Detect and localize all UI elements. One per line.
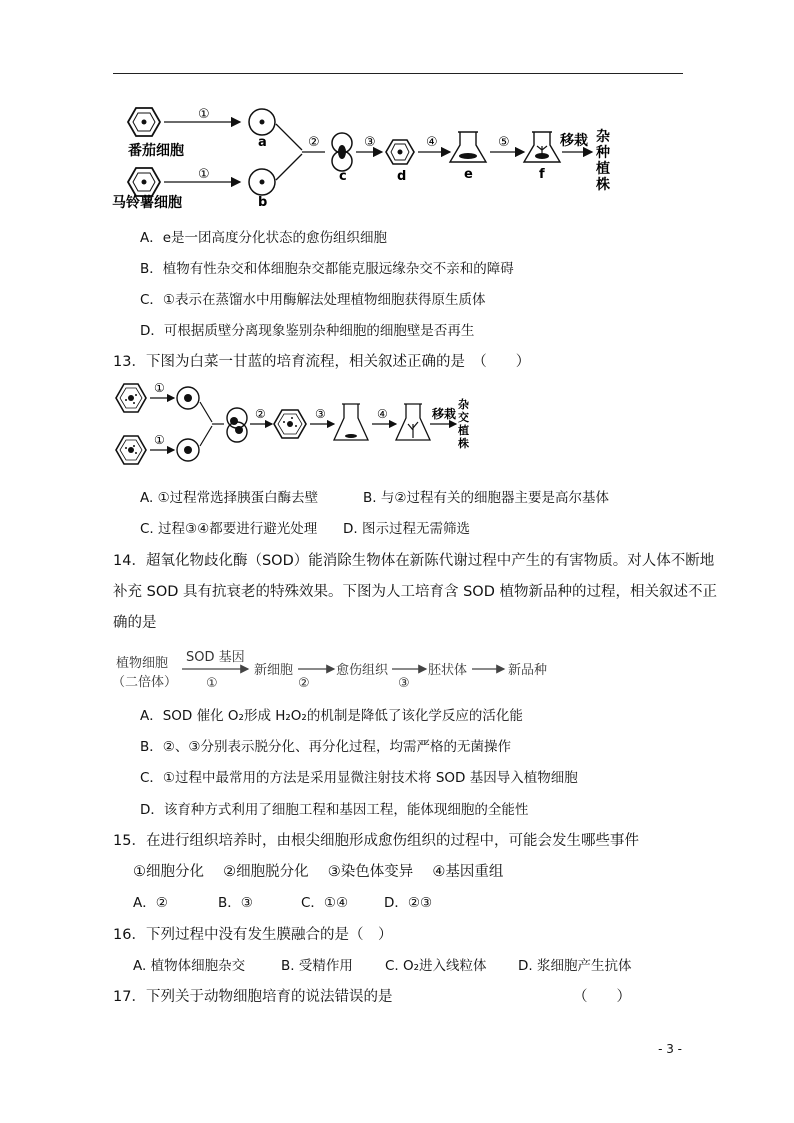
fusing-cell-c-icon — [332, 133, 352, 171]
q12-option-d: D．可根据质壁分离现象鉴别杂种细胞的细胞壁是否再生 — [140, 323, 475, 339]
potato-cell-icon — [128, 168, 160, 196]
q15-option-c: C．①④ — [301, 895, 349, 911]
step2-label: ② — [308, 135, 320, 150]
step1b-label: ① — [198, 167, 210, 182]
q13-stem: 13．下图为白菜一甘蓝的培育流程，相关叙述正确的是 （ ） — [113, 354, 531, 370]
q14-option-b: B．②、③分别表示脱分化、再分化过程，均需严格的无菌操作 — [140, 739, 511, 755]
q13-step4-label: ④ — [377, 407, 388, 421]
q16-stem: 16．下列过程中没有发生膜融合的是（ ） — [113, 927, 393, 943]
q16-option-a: A. 植物体细胞杂交 — [133, 958, 246, 974]
q14-stem-line-2: 补充 SOD 具有抗衰老的特殊效果。下图为人工培育含 SOD 植物新品种的过程，相关叙述不正 — [113, 584, 717, 600]
page-number: - 3 - — [658, 1042, 682, 1056]
flask-f-icon — [524, 132, 560, 162]
hybrid-cell-icon — [274, 410, 306, 438]
step3-label: ③ — [364, 135, 376, 150]
step4-label: ④ — [426, 135, 438, 150]
q13-result-char-3: 植 — [458, 424, 469, 437]
q13-option-d: D. 图示过程无需筛选 — [343, 521, 470, 537]
label-b: b — [258, 195, 268, 210]
sod-step1-label: ① — [206, 676, 218, 691]
q14-option-c: C．①过程中最常用的方法是采用显微注射技术将 SOD 基因导入植物细胞 — [140, 770, 578, 786]
cabbage-kale-diagram — [112, 378, 482, 470]
sod-gene-label: SOD 基因 — [186, 650, 245, 665]
tomato-cell-icon — [128, 108, 160, 136]
q16-option-b: B. 受精作用 — [281, 958, 353, 974]
label-f: f — [539, 167, 545, 182]
sod-step3-label: ③ — [398, 676, 410, 691]
q13-step2-label: ② — [255, 407, 266, 421]
step5-label: ⑤ — [498, 135, 510, 150]
callus-label: 愈伤组织 — [336, 663, 389, 678]
q12-option-b: B．植物有性杂交和体细胞杂交都能克服远缘杂交不亲和的障碍 — [140, 261, 514, 277]
q13-step1a-label: ① — [154, 381, 165, 395]
q15-option-a: A．② — [133, 895, 168, 911]
q12-option-c: C．①表示在蒸馏水中用酶解法处理植物细胞获得原生质体 — [140, 292, 486, 308]
hybrid-cell-d-icon — [386, 140, 414, 164]
sod-breeding-diagram — [112, 645, 562, 695]
q12-option-a: A．e是一团高度分化状态的愈伤组织细胞 — [140, 230, 388, 246]
q15-option-b: B．③ — [218, 895, 253, 911]
cabbage-cell-icon — [116, 384, 146, 412]
q13-option-b: B. 与②过程有关的细胞器主要是高尔基体 — [363, 490, 609, 506]
q14-stem-line-1: 14．超氧化物歧化酶（SOD）能消除生物体在新陈代谢过程中产生的有害物质。对人体不断地 — [113, 553, 715, 569]
q15-option-d: D．②③ — [384, 895, 433, 911]
fusing-cells-icon — [227, 408, 247, 442]
new-variety-label: 新品种 — [508, 663, 548, 678]
header-rule — [113, 73, 683, 74]
q16-option-d: D. 浆细胞产生抗体 — [518, 958, 632, 974]
q14-stem-line-3: 确的是 — [113, 615, 157, 631]
q13-option-c: C. 过程③④都要进行避光处理 — [140, 521, 318, 537]
potato-cell-label: 马铃薯细胞 — [112, 195, 182, 211]
q16-option-c: C. O₂进入线粒体 — [385, 958, 487, 974]
q13-step3-label: ③ — [315, 407, 326, 421]
result-char-2: 种 — [596, 145, 610, 161]
step1a-label: ① — [198, 107, 210, 122]
q17-stem: 17．下列关于动物细胞培育的说法错误的是 — [113, 989, 393, 1005]
q13-step1b-label: ① — [154, 433, 165, 447]
q15-stem: 15．在进行组织培养时，由根尖细胞形成愈伤组织的过程中，可能会发生哪些事件 — [113, 833, 639, 849]
q14-option-a: A．SOD 催化 O₂形成 H₂O₂的机制是降低了该化学反应的活化能 — [140, 708, 523, 724]
label-d: d — [397, 169, 407, 184]
result-char-3: 植 — [596, 161, 610, 177]
q13-result-char-2: 交 — [458, 411, 469, 424]
new-cell-label: 新细胞 — [254, 663, 294, 678]
flask-callus-icon — [334, 404, 368, 440]
flask-seedling-icon — [396, 404, 430, 440]
label-e: e — [464, 167, 473, 182]
q13-option-a: A. ①过程常选择胰蛋白酶去壁 — [140, 490, 319, 506]
embryoid-label: 胚状体 — [428, 663, 468, 678]
q17-answer-paren: （ ） — [573, 989, 631, 1005]
q14-option-d: D．该育种方式利用了细胞工程和基因工程，能体现细胞的全能性 — [140, 802, 529, 818]
q13-result-char-4: 株 — [458, 437, 469, 450]
flask-e-icon — [450, 132, 486, 162]
sod-step2-label: ② — [298, 676, 310, 691]
result-char-4: 株 — [596, 177, 610, 193]
kale-cell-icon — [116, 436, 146, 464]
result-char-1: 杂 — [596, 129, 610, 145]
tomato-cell-label: 番茄细胞 — [128, 143, 184, 159]
label-a: a — [258, 135, 267, 150]
label-c: c — [339, 169, 347, 184]
somatic-hybrid-diagram — [110, 100, 630, 215]
q15-events: ①细胞分化 ②细胞脱分化 ③染色体变异 ④基因重组 — [133, 864, 504, 880]
q13-result-char-1: 杂 — [458, 398, 469, 411]
q13-transplant-label: 移栽 — [432, 407, 457, 421]
plant-cell-label: 植物细胞 — [116, 656, 169, 671]
transplant-label: 移栽 — [560, 133, 588, 149]
diploid-label: （二倍体） — [112, 675, 178, 690]
